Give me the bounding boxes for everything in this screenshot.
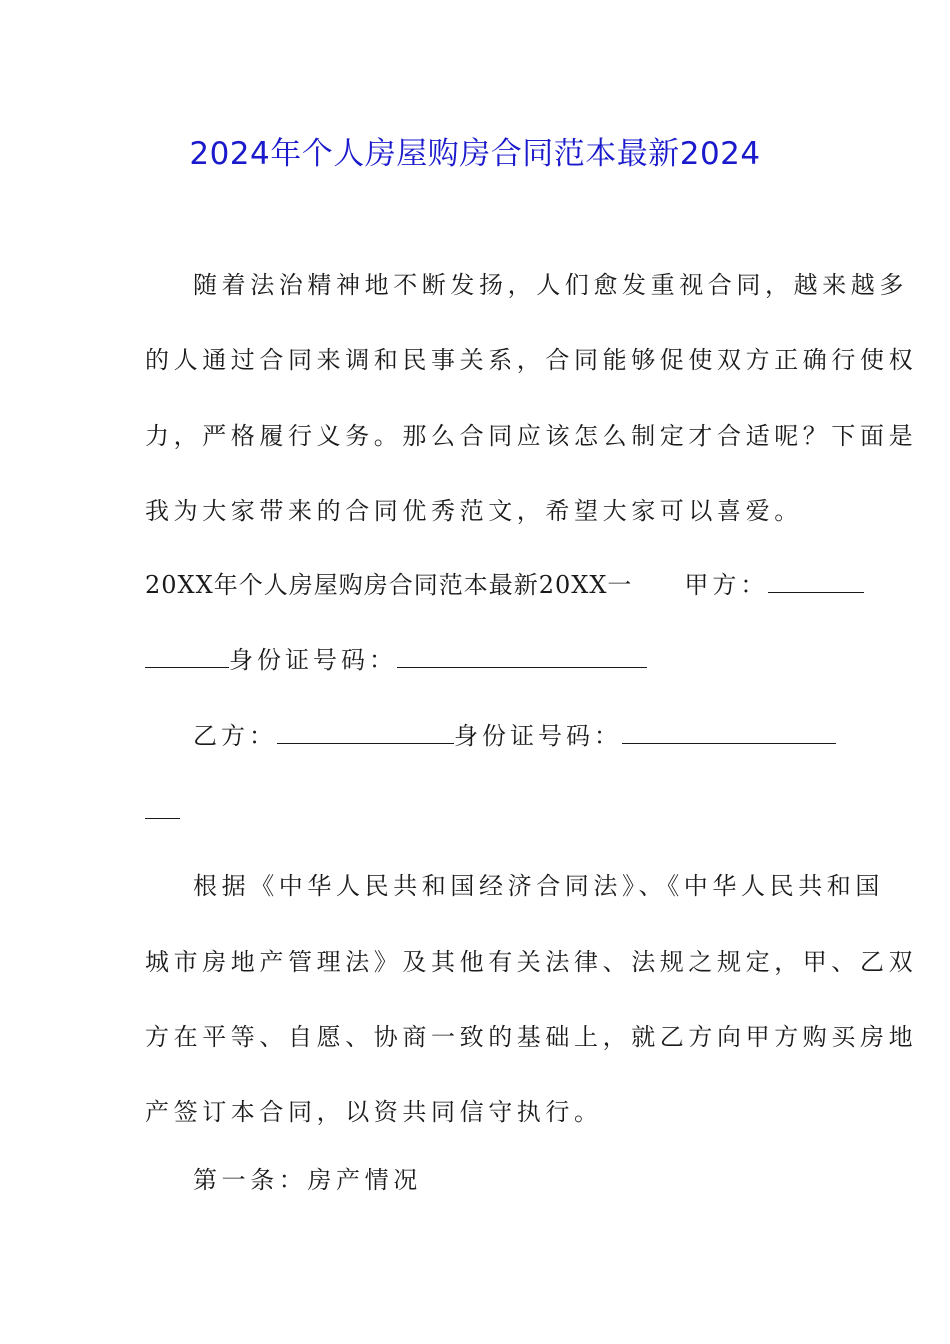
article-1-heading: 第一条：房产情况: [193, 1166, 422, 1194]
intro-line-4: 我为大家带来的合同优秀范文，希望大家可以喜爱。: [145, 497, 803, 525]
intro-line-3: 力，严格履行义务。那么合同应该怎么制定才合适呢？下面是: [145, 422, 918, 450]
party-a-id-label: 身份证号码：: [229, 646, 397, 674]
party-a-row: [145, 570, 864, 600]
basis-line-1: 根据《中华人民共和国经济合同法》、《中华人民共和国: [193, 872, 884, 900]
party-a-name-blank-cont: [145, 647, 229, 668]
intro-line-1: 随着法治精神地不断发扬，人们愈发重视合同，越来越多: [193, 271, 908, 299]
party-b-id-blank-cont: [145, 798, 180, 819]
document-title: 2024年个人房屋购房合同范本最新2024: [189, 136, 761, 172]
basis-line-4: 产签订本合同，以资共同信守执行。: [145, 1098, 603, 1126]
party-a-name-blank: [768, 572, 864, 593]
party-b-row: [193, 721, 836, 751]
party-b-id-blank: [622, 723, 836, 744]
party-a-id-blank: [397, 647, 647, 668]
party-a-id-row: [145, 645, 647, 675]
party-b-id-label: 身份证号码：: [454, 722, 622, 750]
party-b-name-blank: [277, 723, 454, 744]
party-a-label: 甲方：: [684, 571, 769, 599]
party-b-id-row-cont: [145, 796, 180, 826]
basis-line-3: 方在平等、自愿、协商一致的基础上，就乙方向甲方购买房地: [145, 1023, 918, 1051]
party-b-label: 乙方：: [193, 722, 277, 750]
intro-line-2: 的人通过合同来调和民事关系，合同能够促使双方正确行使权: [145, 346, 918, 374]
basis-line-2: 城市房地产管理法》及其他有关法律、法规之规定，甲、乙双: [145, 948, 918, 976]
contract-heading: 20XX年个人房屋购房合同范本最新20XX一: [145, 571, 633, 599]
